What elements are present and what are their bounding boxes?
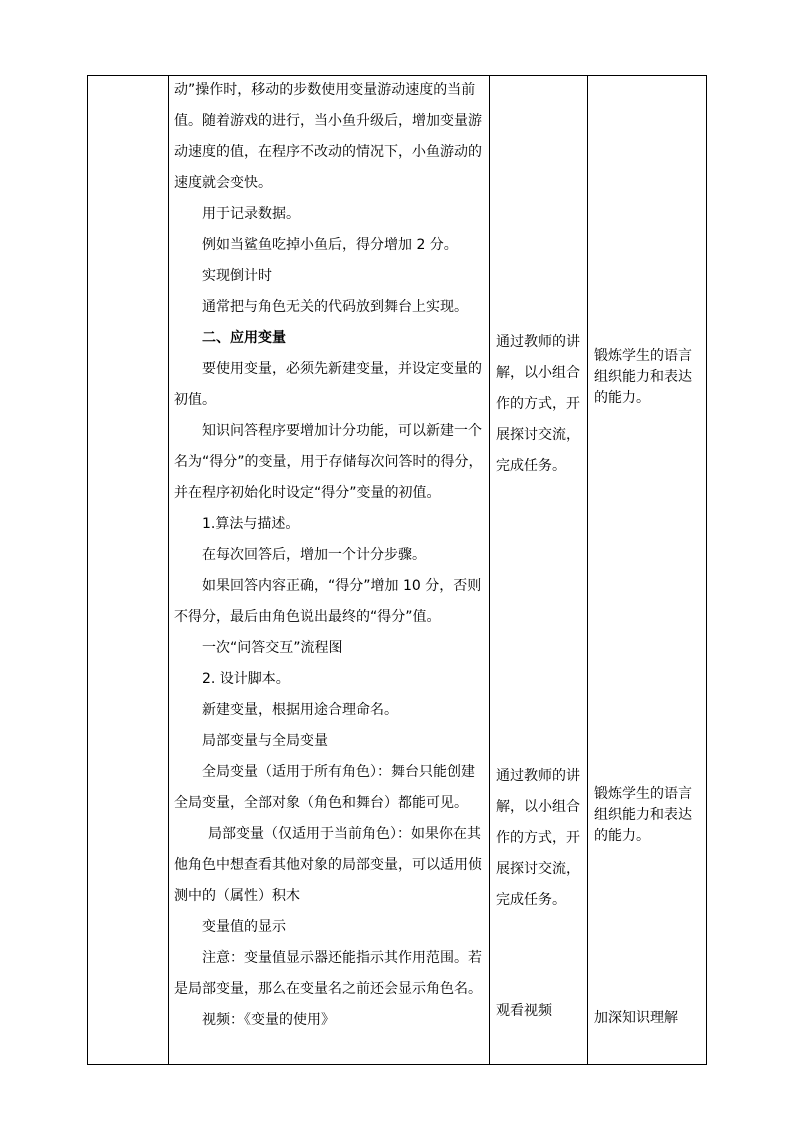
method-line: 作的方式，开 [496, 396, 580, 412]
method-line: 通过教师的讲 [496, 768, 580, 784]
content-line: 动速度的值，在程序不改动的情况下，小鱼游动的 [174, 144, 482, 160]
content-line: 1.算法与描述。 [202, 516, 300, 532]
method-line: 观看视频 [496, 1003, 552, 1019]
content-line: 在每次回答后，增加一个计分步骤。 [202, 547, 426, 563]
content-line: 动”操作时，移动的步数使用变量游动速度的当前 [174, 82, 476, 98]
method-cell-2 [496, 766, 588, 921]
method-cell-3 [496, 1001, 588, 1032]
intent-line: 锻炼学生的语言 [594, 348, 692, 364]
content-line: 一次“问答交互”流程图 [202, 640, 343, 656]
method-line: 通过教师的讲 [496, 334, 580, 350]
content-line: 通常把与角色无关的代码放到舞台上实现。 [202, 299, 468, 315]
content-line: 新建变量，根据用途合理命名。 [202, 702, 398, 718]
content-line: 实现倒计时 [202, 268, 272, 284]
method-line: 完成任务。 [496, 892, 566, 908]
teaching-content-column [174, 76, 492, 1064]
content-line: 他角色中想查看其他对象的局部变量，可以适用侦 [174, 857, 482, 873]
intent-line: 锻炼学生的语言 [594, 786, 692, 802]
intent-cell-2 [594, 784, 704, 847]
intent-cell-1 [594, 346, 704, 409]
content-line: 2. 设计脚本。 [202, 671, 290, 687]
column-divider-1 [168, 76, 169, 1064]
intent-line: 的能力。 [594, 390, 650, 406]
method-line: 解，以小组合 [496, 799, 580, 815]
intent-line: 组织能力和表达 [594, 369, 692, 385]
method-line: 展探讨交流， [496, 427, 580, 443]
method-line: 解，以小组合 [496, 365, 580, 381]
content-line: 名为“得分”的变量，用于存储每次问答时的得分， [174, 454, 483, 470]
content-line: 例如当鲨鱼吃掉小鱼后，得分增加 2 分。 [202, 237, 458, 253]
content-line: 注意：变量值显示器还能指示其作用范围。若 [202, 950, 482, 966]
method-line: 完成任务。 [496, 458, 566, 474]
content-line: 测中的（属性）积木 [174, 888, 300, 904]
intent-line: 的能力。 [594, 828, 650, 844]
method-line: 作的方式，开 [496, 830, 580, 846]
content-line: 变量值的显示 [202, 919, 286, 935]
content-line: 如果回答内容正确，“得分”增加 10 分，否则 [202, 578, 482, 594]
intent-line: 加深知识理解 [594, 1010, 678, 1026]
content-line: 局部变量（仅适用于当前角色）：如果你在其 [208, 826, 481, 842]
lesson-table [87, 75, 707, 1065]
content-line: 并在程序初始化时设定“得分”变量的初值。 [174, 485, 441, 501]
content-line: 用于记录数据。 [202, 206, 300, 222]
method-cell-1 [496, 332, 588, 487]
content-line: 初值。 [174, 392, 216, 408]
content-line: 速度就会变快。 [174, 175, 272, 191]
content-line: 视频：《变量的使用》 [202, 1012, 335, 1028]
content-line: 二、应用变量 [202, 330, 286, 346]
content-line: 不得分，最后由角色说出最终的“得分”值。 [174, 609, 441, 625]
content-line: 要使用变量，必须先新建变量，并设定变量的 [202, 361, 482, 377]
content-line: 知识问答程序要增加计分功能，可以新建一个 [202, 423, 482, 439]
content-line: 局部变量与全局变量 [202, 733, 328, 749]
intent-line: 组织能力和表达 [594, 807, 692, 823]
method-line: 展探讨交流， [496, 861, 580, 877]
content-line: 全局变量（适用于所有角色）：舞台只能创建 [202, 764, 475, 780]
content-line: 值。随着游戏的进行，当小鱼升级后，增加变量游 [174, 113, 482, 129]
content-line: 是局部变量，那么在变量名之前还会显示角色名。 [174, 981, 482, 997]
intent-cell-3 [594, 1008, 704, 1029]
content-line: 全局变量，全部对象（角色和舞台）都能可见。 [174, 795, 468, 811]
